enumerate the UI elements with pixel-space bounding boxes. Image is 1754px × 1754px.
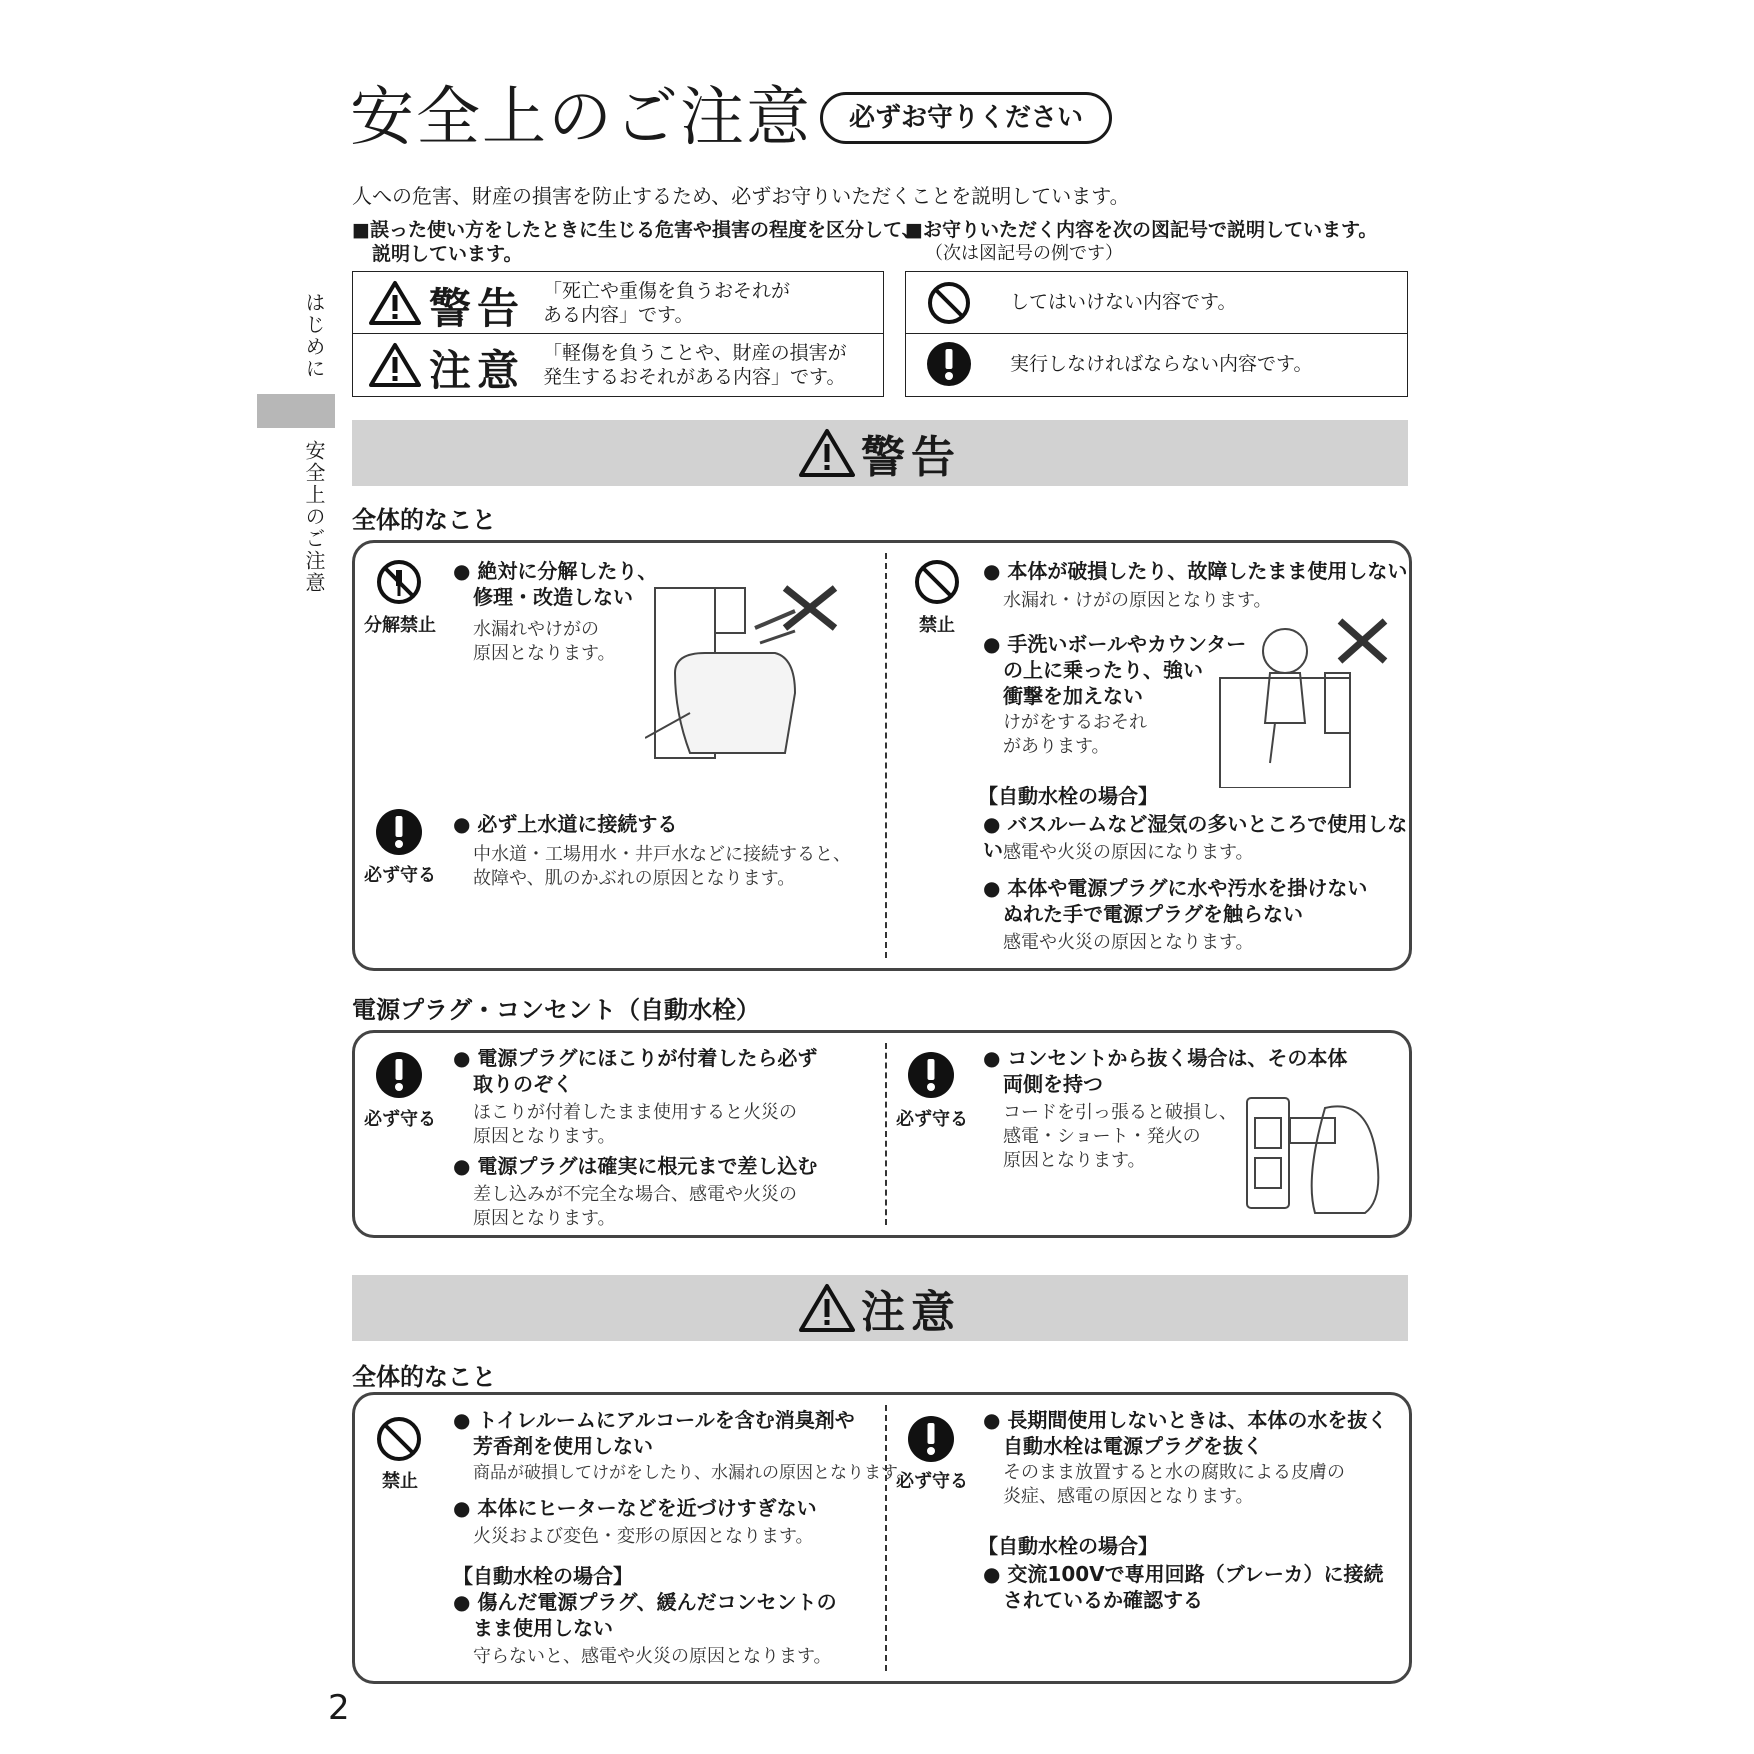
mandatory-legend-desc: 実行しなければならない内容です。 bbox=[1010, 353, 1313, 375]
legend-right-heading: ■お守りいただく内容を次の図記号で説明しています。 （次は図記号の例です） bbox=[905, 219, 1378, 264]
plug-warning-card bbox=[352, 1030, 1412, 1238]
warning-banner-label: 警告 bbox=[861, 432, 961, 483]
warning-triangle-icon bbox=[799, 428, 855, 478]
water-on-plug-desc: 感電や火災の原因となります。 bbox=[1003, 932, 1254, 953]
outlet-unplug-illustration bbox=[1235, 1088, 1395, 1223]
no-disassembly-label: 分解禁止 bbox=[364, 615, 436, 636]
unplug-hold-title: ● コンセントから抜く場合は、その本体 両側を持つ bbox=[983, 1046, 1348, 1096]
plug-section-heading: 電源プラグ・コンセント（自動水栓） bbox=[352, 996, 760, 1024]
dust-removal-desc: ほこりが付着したまま使用すると火災の 原因となります。 bbox=[473, 1102, 797, 1147]
plug-insert-title: ● 電源プラグは確実に根元まで差し込む bbox=[453, 1154, 818, 1178]
climbing-warning-desc: けがをするおそれ があります。 bbox=[1003, 712, 1147, 757]
prohibit-label: 禁止 bbox=[919, 615, 955, 636]
caution-banner-label: 注意 bbox=[861, 1287, 961, 1338]
humidity-warning-title: ● バスルームなど湿気の多いところで使用しない bbox=[983, 812, 1408, 862]
warning-general-heading: 全体的なこと bbox=[352, 506, 496, 534]
warning-triangle-icon bbox=[369, 280, 421, 326]
mandatory-legend-row bbox=[906, 334, 1407, 395]
disassembly-warning-desc: 水漏れやけがの 原因となります。 bbox=[473, 619, 616, 664]
toilet-repair-illustration bbox=[645, 563, 875, 763]
must-follow-label: 必ず守る bbox=[364, 1109, 436, 1130]
column-divider bbox=[885, 1405, 887, 1671]
warning-banner bbox=[352, 420, 1408, 486]
auto-faucet-heading-1: 【自動水栓の場合】 bbox=[978, 784, 1158, 808]
warning-legend-row bbox=[353, 272, 883, 334]
page-number: 2 bbox=[328, 1688, 350, 1728]
damaged-unit-desc: 水漏れ・けがの原因となります。 bbox=[1003, 590, 1272, 611]
no-disassembly-icon bbox=[375, 558, 423, 606]
long-term-disuse-title: ● 長期間使用しないときは、本体の水を抜く 自動水栓は電源プラグを抜く bbox=[983, 1408, 1388, 1458]
damaged-plug-desc: 守らないと、感電や火災の原因となります。 bbox=[473, 1646, 832, 1667]
sidebar-section: 安全上のご注意 bbox=[302, 440, 326, 594]
caution-general-card bbox=[352, 1392, 1412, 1684]
mandatory-icon bbox=[907, 1415, 955, 1463]
caution-legend-label: 注意 bbox=[429, 346, 526, 395]
prohibit-icon bbox=[926, 280, 972, 326]
auto-faucet-heading-3: 【自動水栓の場合】 bbox=[978, 1534, 1158, 1558]
warning-legend-desc: 「死亡や重傷を負うおそれが ある内容」です。 bbox=[543, 280, 791, 326]
severity-legend-box bbox=[352, 271, 884, 397]
mandatory-icon bbox=[907, 1051, 955, 1099]
symbol-legend-box bbox=[905, 271, 1408, 397]
must-follow-label: 必ず守る bbox=[364, 865, 436, 886]
page-title: 安全上のご注意 bbox=[350, 81, 812, 155]
sidebar-chapter: はじめに bbox=[302, 292, 326, 380]
damaged-unit-title: ● 本体が破損したり、故障したまま使用しない bbox=[983, 559, 1408, 583]
climbing-warning-title: ● 手洗いボールやカウンター の上に乗ったり、強い 衝撃を加えない bbox=[983, 632, 1247, 708]
humidity-warning-desc: 感電や火災の原因になります。 bbox=[1003, 842, 1254, 863]
column-divider bbox=[885, 1043, 887, 1225]
long-term-disuse-desc: そのまま放置すると水の腐敗による皮膚の 炎症、感電の原因となります。 bbox=[1003, 1462, 1345, 1507]
unplug-hold-desc: コードを引っ張ると破損し、 感電・ショート・発火の 原因となります。 bbox=[1003, 1102, 1237, 1171]
water-connection-desc: 中水道・工場用水・井戸水などに接続すると、 故障や、肌のかぶれの原因となります。 bbox=[473, 844, 851, 889]
child-climbing-illustration bbox=[1210, 613, 1400, 788]
mandatory-icon bbox=[375, 808, 423, 856]
damaged-plug-title: ● 傷んだ電源プラグ、緩んだコンセントの まま使用しない bbox=[453, 1590, 837, 1640]
prohibit-icon bbox=[375, 1415, 423, 1463]
caution-banner bbox=[352, 1275, 1408, 1341]
dedicated-circuit-title: ● 交流100Vで専用回路（ブレーカ）に接続 されているか確認する bbox=[983, 1562, 1384, 1612]
heater-warning-desc: 火災および変色・変形の原因となります。 bbox=[473, 1526, 814, 1547]
disassembly-warning-title: ● 絶対に分解したり、 修理・改造しない bbox=[453, 559, 658, 609]
dust-removal-title: ● 電源プラグにほこりが付着したら必ず 取りのぞく bbox=[453, 1046, 818, 1096]
prohibit-icon bbox=[913, 558, 961, 606]
prohibit-legend-desc: してはいけない内容です。 bbox=[1010, 291, 1237, 313]
water-connection-title: ● 必ず上水道に接続する bbox=[453, 812, 678, 836]
intro-text: 人への危害、財産の損害を防止するため、必ずお守りいただくことを説明しています。 bbox=[352, 184, 1130, 208]
air-freshener-desc: 商品が破損してけがをしたり、水漏れの原因となります。 bbox=[473, 1463, 914, 1483]
heater-warning-title: ● 本体にヒーターなどを近づけすぎない bbox=[453, 1496, 817, 1520]
mandatory-icon bbox=[926, 341, 972, 387]
prohibit-legend-row bbox=[906, 272, 1407, 334]
warning-general-card bbox=[352, 540, 1412, 971]
caution-legend-row bbox=[353, 334, 883, 395]
plug-insert-desc: 差し込みが不完全な場合、感電や火災の 原因となります。 bbox=[473, 1184, 797, 1229]
must-follow-label: 必ず守る bbox=[896, 1471, 968, 1492]
water-on-plug-title: ● 本体や電源プラグに水や汚水を掛けない ぬれた手で電源プラグを触らない bbox=[983, 876, 1368, 926]
legend-left-heading: ■誤った使い方をしたときに生じる危害や損害の程度を区分して、 説明しています。 bbox=[352, 219, 921, 265]
caution-general-heading: 全体的なこと bbox=[352, 1363, 496, 1391]
warning-legend-label: 警告 bbox=[429, 284, 526, 333]
column-divider bbox=[885, 553, 887, 958]
caution-triangle-icon bbox=[799, 1283, 855, 1333]
sidebar-tab-marker bbox=[257, 394, 335, 428]
auto-faucet-heading-2: 【自動水栓の場合】 bbox=[453, 1564, 633, 1588]
air-freshener-title: ● トイレルームにアルコールを含む消臭剤や 芳香剤を使用しない bbox=[453, 1408, 855, 1458]
must-follow-badge: 必ずお守りください bbox=[820, 92, 1112, 144]
caution-legend-desc: 「軽傷を負うことや、財産の損害が 発生するおそれがある内容」です。 bbox=[543, 342, 847, 388]
mandatory-icon bbox=[375, 1051, 423, 1099]
caution-triangle-icon bbox=[369, 342, 421, 388]
prohibit-label: 禁止 bbox=[382, 1471, 418, 1492]
must-follow-label: 必ず守る bbox=[896, 1109, 968, 1130]
